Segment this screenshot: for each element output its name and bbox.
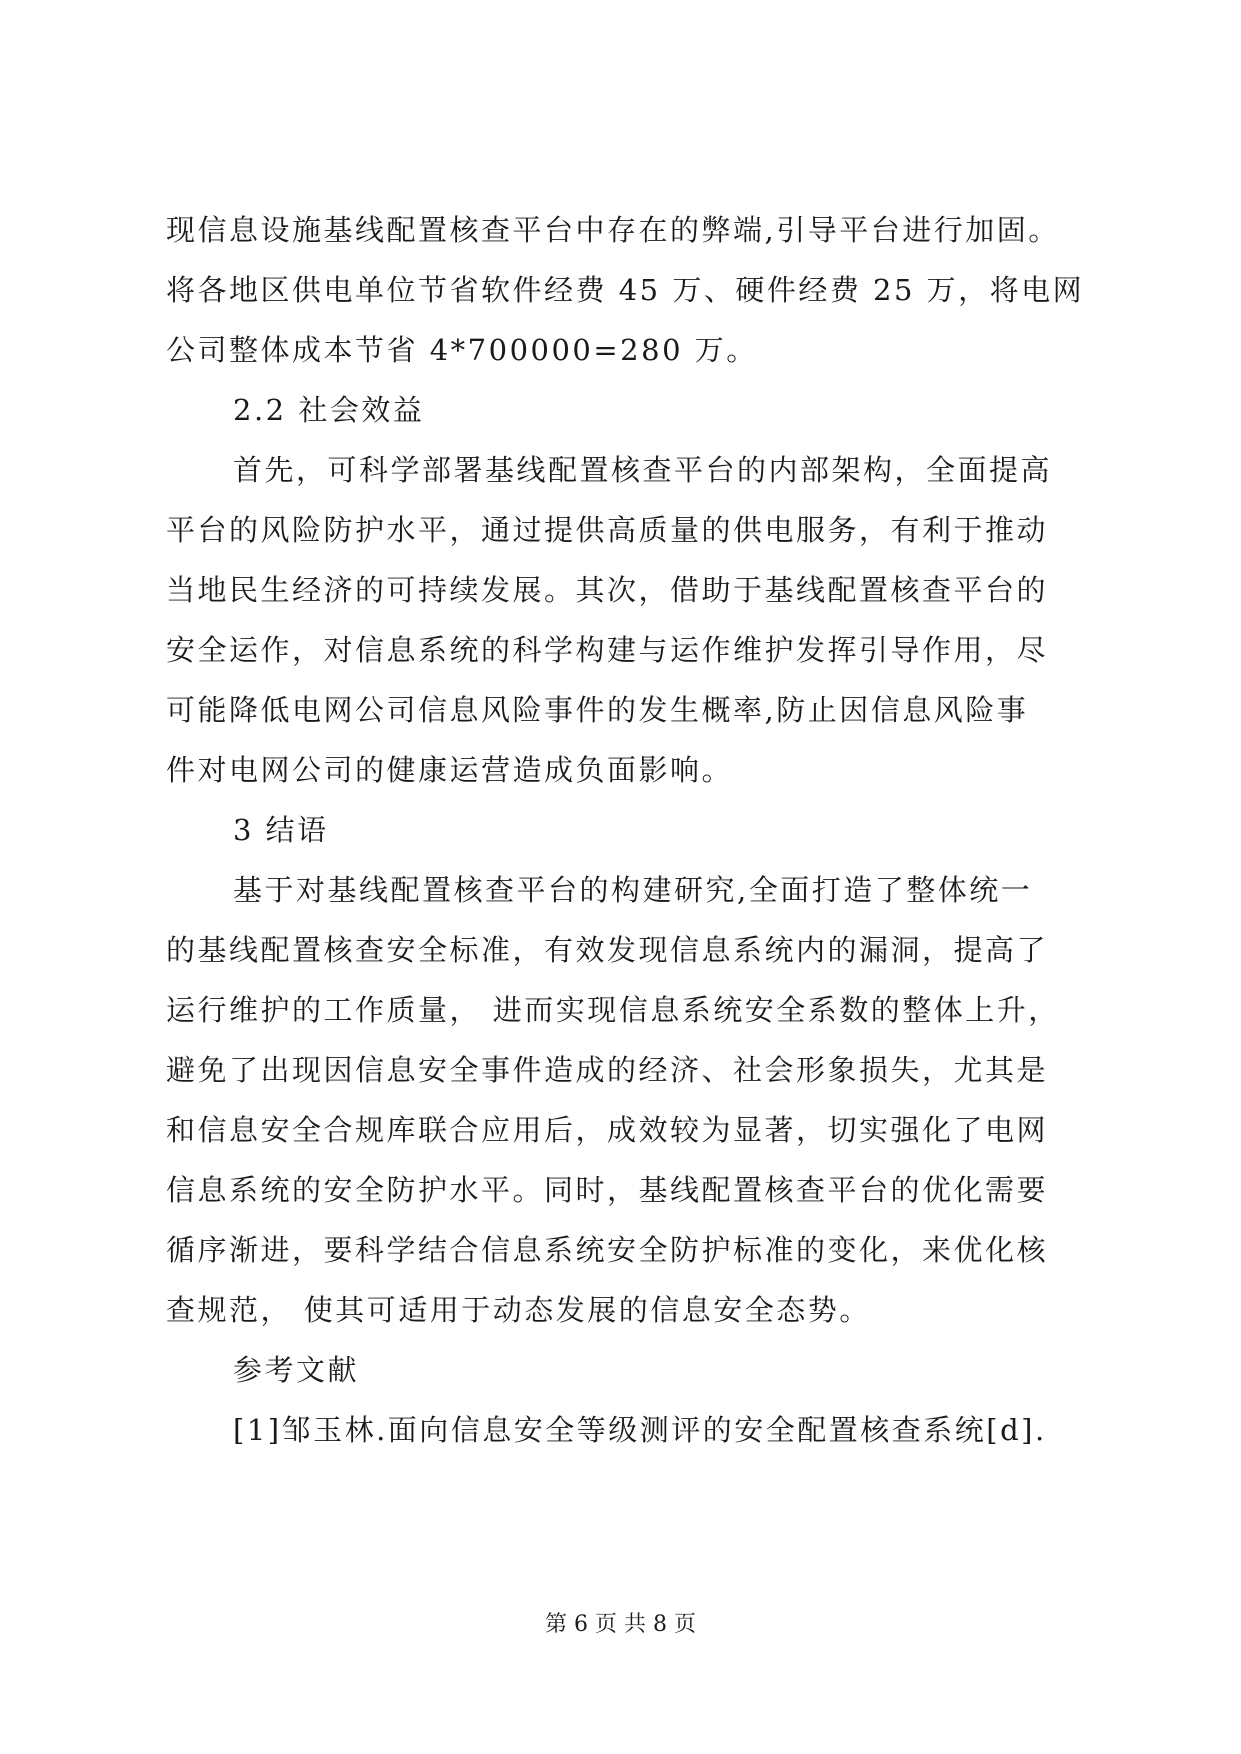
text-line: 查规范， 使其可适用于动态发展的信息安全态势。 (166, 1293, 871, 1327)
text-line: 循序渐进，要科学结合信息系统安全防护标准的变化，来优化核 (166, 1233, 1049, 1267)
text-line: 首先，可科学部署基线配置核查平台的内部架构，全面提高 (233, 453, 1053, 487)
text-line: 将各地区供电单位节省软件经费 45 万、硬件经费 25 万，将电网 (166, 273, 1085, 307)
text-line: 信息系统的安全防护水平。同时，基线配置核查平台的优化需要 (166, 1173, 1049, 1207)
text-line: 现信息设施基线配置核查平台中存在的弊端,引导平台进行加固。 (166, 213, 1060, 247)
text-line: 运行维护的工作质量， 进而实现信息系统安全系数的整体上升， (166, 993, 1060, 1027)
text-line: 当地民生经济的可持续发展。其次，借助于基线配置核查平台的 (166, 573, 1049, 607)
text-line: 件对电网公司的健康运营造成负面影响。 (166, 753, 734, 787)
text-line: 基于对基线配置核查平台的构建研究,全面打造了整体统一 (233, 873, 1033, 907)
text-line: 可能降低电网公司信息风险事件的发生概率,防止因信息风险事 (166, 693, 1029, 727)
text-line: 安全运作，对信息系统的科学构建与运作维护发挥引导作用，尽 (166, 633, 1049, 667)
page-footer: 第 6 页 共 8 页 (545, 1612, 696, 1637)
text-line: 和信息安全合规库联合应用后，成效较为显著，切实强化了电网 (166, 1113, 1049, 1147)
text-line: 的基线配置核查安全标准，有效发现信息系统内的漏洞，提高了 (166, 933, 1049, 967)
text-line: 公司整体成本节省 4*700000=280 万。 (166, 333, 758, 367)
text-line: 避免了出现因信息安全事件造成的经济、社会形象损失，尤其是 (166, 1053, 1049, 1087)
text-line: 3 结语 (233, 813, 329, 847)
text-line: [1]邹玉林.面向信息安全等级测评的安全配置核查系统[d]. (233, 1413, 1047, 1447)
text-line: 2.2 社会效益 (233, 393, 425, 427)
document-body (166, 200, 1096, 1460)
text-line: 平台的风险防护水平，通过提供高质量的供电服务，有利于推动 (166, 513, 1049, 547)
text-line: 参考文献 (233, 1353, 360, 1387)
